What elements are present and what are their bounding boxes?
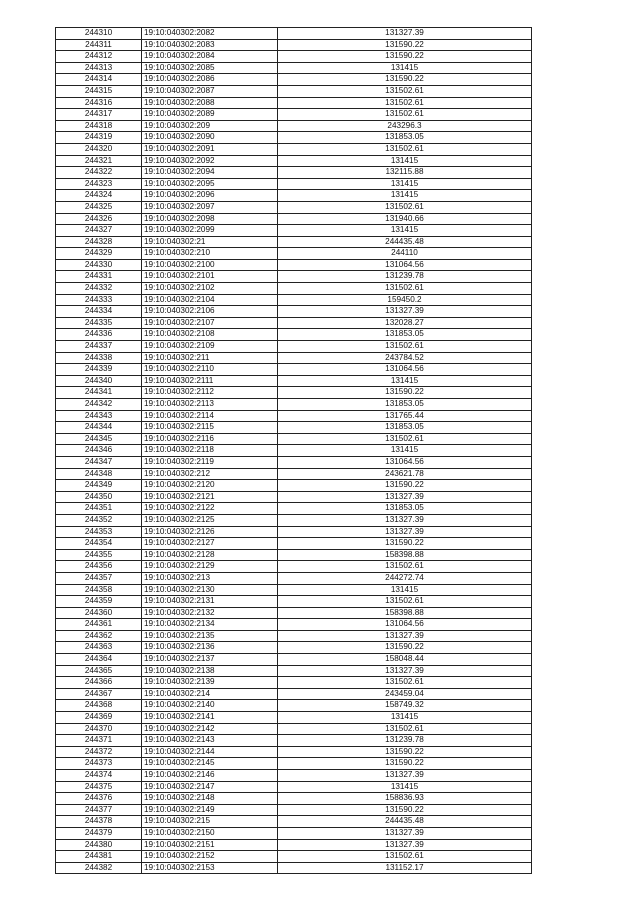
table-row xyxy=(56,399,532,411)
amount-cell: 158398.88 xyxy=(278,549,532,561)
cadastral-code-cell: 19:10:040302:2109 xyxy=(142,341,278,353)
row-id-cell: 244328 xyxy=(56,236,142,248)
row-id-cell: 244349 xyxy=(56,480,142,492)
row-id-cell: 244355 xyxy=(56,549,142,561)
row-id-cell: 244340 xyxy=(56,375,142,387)
table-row xyxy=(56,201,532,213)
amount-cell: 131064.56 xyxy=(278,456,532,468)
amount-cell: 131590.22 xyxy=(278,74,532,86)
table-row xyxy=(56,364,532,376)
table-row xyxy=(56,271,532,283)
cadastral-code-cell: 19:10:040302:2132 xyxy=(142,607,278,619)
table-row xyxy=(56,619,532,631)
amount-cell: 131327.39 xyxy=(278,526,532,538)
cadastral-code-cell: 19:10:040302:2082 xyxy=(142,28,278,40)
cadastral-code-cell: 19:10:040302:2083 xyxy=(142,39,278,51)
row-id-cell: 244322 xyxy=(56,167,142,179)
cadastral-code-cell: 19:10:040302:2086 xyxy=(142,74,278,86)
table-row xyxy=(56,827,532,839)
table-row xyxy=(56,422,532,434)
amount-cell: 131590.22 xyxy=(278,642,532,654)
row-id-cell: 244375 xyxy=(56,781,142,793)
cadastral-code-cell: 19:10:040302:2113 xyxy=(142,399,278,411)
table-row xyxy=(56,445,532,457)
row-id-cell: 244326 xyxy=(56,213,142,225)
amount-cell: 131415 xyxy=(278,781,532,793)
row-id-cell: 244380 xyxy=(56,839,142,851)
cadastral-code-cell: 19:10:040302:2138 xyxy=(142,665,278,677)
amount-cell: 131064.56 xyxy=(278,619,532,631)
amount-cell: 132028.27 xyxy=(278,317,532,329)
data-table xyxy=(55,27,532,874)
cadastral-code-cell: 19:10:040302:215 xyxy=(142,816,278,828)
cadastral-code-cell: 19:10:040302:2111 xyxy=(142,375,278,387)
amount-cell: 131415 xyxy=(278,445,532,457)
cadastral-code-cell: 19:10:040302:2128 xyxy=(142,549,278,561)
table-row xyxy=(56,190,532,202)
row-id-cell: 244347 xyxy=(56,456,142,468)
table-row xyxy=(56,851,532,863)
table-row xyxy=(56,28,532,40)
table-row xyxy=(56,317,532,329)
row-id-cell: 244317 xyxy=(56,109,142,121)
row-id-cell: 244331 xyxy=(56,271,142,283)
table-row xyxy=(56,642,532,654)
table-row xyxy=(56,561,532,573)
row-id-cell: 244311 xyxy=(56,39,142,51)
cadastral-code-cell: 19:10:040302:2144 xyxy=(142,746,278,758)
table-row xyxy=(56,862,532,874)
row-id-cell: 244363 xyxy=(56,642,142,654)
cadastral-code-cell: 19:10:040302:2098 xyxy=(142,213,278,225)
cadastral-code-cell: 19:10:040302:2092 xyxy=(142,155,278,167)
amount-cell: 131415 xyxy=(278,712,532,724)
row-id-cell: 244379 xyxy=(56,827,142,839)
table-row xyxy=(56,387,532,399)
table-row xyxy=(56,607,532,619)
table-row xyxy=(56,572,532,584)
table-row xyxy=(56,793,532,805)
amount-cell: 131853.05 xyxy=(278,422,532,434)
amount-cell: 131502.61 xyxy=(278,341,532,353)
row-id-cell: 244321 xyxy=(56,155,142,167)
table-row xyxy=(56,294,532,306)
amount-cell: 131590.22 xyxy=(278,387,532,399)
table-row xyxy=(56,375,532,387)
cadastral-code-cell: 19:10:040302:2097 xyxy=(142,201,278,213)
amount-cell: 131415 xyxy=(278,190,532,202)
amount-cell: 131415 xyxy=(278,584,532,596)
row-id-cell: 244338 xyxy=(56,352,142,364)
amount-cell: 131327.39 xyxy=(278,491,532,503)
amount-cell: 243621.78 xyxy=(278,468,532,480)
row-id-cell: 244325 xyxy=(56,201,142,213)
table-row xyxy=(56,456,532,468)
cadastral-code-cell: 19:10:040302:2130 xyxy=(142,584,278,596)
row-id-cell: 244357 xyxy=(56,572,142,584)
amount-cell: 131590.22 xyxy=(278,538,532,550)
row-id-cell: 244344 xyxy=(56,422,142,434)
row-id-cell: 244327 xyxy=(56,225,142,237)
cadastral-code-cell: 19:10:040302:210 xyxy=(142,248,278,260)
row-id-cell: 244360 xyxy=(56,607,142,619)
amount-cell: 131415 xyxy=(278,225,532,237)
table-row xyxy=(56,514,532,526)
cadastral-code-cell: 19:10:040302:2131 xyxy=(142,596,278,608)
amount-cell: 131502.61 xyxy=(278,677,532,689)
cadastral-code-cell: 19:10:040302:2150 xyxy=(142,827,278,839)
row-id-cell: 244369 xyxy=(56,712,142,724)
amount-cell: 131502.61 xyxy=(278,561,532,573)
amount-cell: 131765.44 xyxy=(278,410,532,422)
amount-cell: 131853.05 xyxy=(278,132,532,144)
cadastral-code-cell: 19:10:040302:2141 xyxy=(142,712,278,724)
row-id-cell: 244362 xyxy=(56,630,142,642)
row-id-cell: 244320 xyxy=(56,143,142,155)
row-id-cell: 244372 xyxy=(56,746,142,758)
row-id-cell: 244332 xyxy=(56,283,142,295)
amount-cell: 131502.61 xyxy=(278,596,532,608)
table-row xyxy=(56,352,532,364)
row-id-cell: 244315 xyxy=(56,85,142,97)
cadastral-code-cell: 19:10:040302:2095 xyxy=(142,178,278,190)
table-row xyxy=(56,433,532,445)
cadastral-code-cell: 19:10:040302:209 xyxy=(142,120,278,132)
table-row xyxy=(56,97,532,109)
table-row xyxy=(56,596,532,608)
row-id-cell: 244356 xyxy=(56,561,142,573)
table-row xyxy=(56,712,532,724)
table-row xyxy=(56,630,532,642)
row-id-cell: 244334 xyxy=(56,306,142,318)
amount-cell: 131415 xyxy=(278,62,532,74)
table-row xyxy=(56,167,532,179)
amount-cell: 158836.93 xyxy=(278,793,532,805)
amount-cell: 158749.32 xyxy=(278,700,532,712)
table-row xyxy=(56,236,532,248)
cadastral-code-cell: 19:10:040302:2104 xyxy=(142,294,278,306)
amount-cell: 131327.39 xyxy=(278,306,532,318)
amount-cell: 131415 xyxy=(278,178,532,190)
cadastral-code-cell: 19:10:040302:2147 xyxy=(142,781,278,793)
table-row xyxy=(56,654,532,666)
table-row xyxy=(56,39,532,51)
cadastral-code-cell: 19:10:040302:2087 xyxy=(142,85,278,97)
table-row xyxy=(56,688,532,700)
cadastral-code-cell: 19:10:040302:2149 xyxy=(142,804,278,816)
amount-cell: 131239.78 xyxy=(278,271,532,283)
amount-cell: 131327.39 xyxy=(278,514,532,526)
amount-cell: 244435.48 xyxy=(278,236,532,248)
row-id-cell: 244314 xyxy=(56,74,142,86)
amount-cell: 131590.22 xyxy=(278,746,532,758)
row-id-cell: 244333 xyxy=(56,294,142,306)
table-body xyxy=(56,28,532,874)
cadastral-code-cell: 19:10:040302:2126 xyxy=(142,526,278,538)
row-id-cell: 244312 xyxy=(56,51,142,63)
table-row xyxy=(56,283,532,295)
cadastral-code-cell: 19:10:040302:2088 xyxy=(142,97,278,109)
table-row xyxy=(56,143,532,155)
cadastral-code-cell: 19:10:040302:2106 xyxy=(142,306,278,318)
row-id-cell: 244346 xyxy=(56,445,142,457)
row-id-cell: 244371 xyxy=(56,735,142,747)
cadastral-code-cell: 19:10:040302:2112 xyxy=(142,387,278,399)
amount-cell: 131502.61 xyxy=(278,109,532,121)
row-id-cell: 244339 xyxy=(56,364,142,376)
row-id-cell: 244350 xyxy=(56,491,142,503)
row-id-cell: 244382 xyxy=(56,862,142,874)
cadastral-code-cell: 19:10:040302:2118 xyxy=(142,445,278,457)
amount-cell: 131327.39 xyxy=(278,839,532,851)
table-row xyxy=(56,85,532,97)
cadastral-code-cell: 19:10:040302:2136 xyxy=(142,642,278,654)
amount-cell: 132115.88 xyxy=(278,167,532,179)
amount-cell: 131853.05 xyxy=(278,503,532,515)
cadastral-code-cell: 19:10:040302:2089 xyxy=(142,109,278,121)
row-id-cell: 244370 xyxy=(56,723,142,735)
table-row xyxy=(56,770,532,782)
table-row xyxy=(56,503,532,515)
table-row xyxy=(56,468,532,480)
row-id-cell: 244373 xyxy=(56,758,142,770)
row-id-cell: 244376 xyxy=(56,793,142,805)
cadastral-code-cell: 19:10:040302:211 xyxy=(142,352,278,364)
cadastral-code-cell: 19:10:040302:2151 xyxy=(142,839,278,851)
table-row xyxy=(56,178,532,190)
amount-cell: 244110 xyxy=(278,248,532,260)
amount-cell: 131502.61 xyxy=(278,723,532,735)
amount-cell: 131152.17 xyxy=(278,862,532,874)
cadastral-code-cell: 19:10:040302:21 xyxy=(142,236,278,248)
row-id-cell: 244366 xyxy=(56,677,142,689)
amount-cell: 131327.39 xyxy=(278,28,532,40)
row-id-cell: 244358 xyxy=(56,584,142,596)
amount-cell: 131327.39 xyxy=(278,630,532,642)
row-id-cell: 244378 xyxy=(56,816,142,828)
table-row xyxy=(56,213,532,225)
cadastral-code-cell: 19:10:040302:2135 xyxy=(142,630,278,642)
table-row xyxy=(56,74,532,86)
amount-cell: 131415 xyxy=(278,155,532,167)
amount-cell: 131064.56 xyxy=(278,259,532,271)
table-row xyxy=(56,341,532,353)
cadastral-code-cell: 19:10:040302:2125 xyxy=(142,514,278,526)
amount-cell: 158048.44 xyxy=(278,654,532,666)
amount-cell: 131590.22 xyxy=(278,51,532,63)
row-id-cell: 244324 xyxy=(56,190,142,202)
row-id-cell: 244345 xyxy=(56,433,142,445)
amount-cell: 131590.22 xyxy=(278,39,532,51)
cadastral-code-cell: 19:10:040302:2145 xyxy=(142,758,278,770)
table-row xyxy=(56,735,532,747)
row-id-cell: 244330 xyxy=(56,259,142,271)
row-id-cell: 244354 xyxy=(56,538,142,550)
table-row xyxy=(56,804,532,816)
table-row xyxy=(56,549,532,561)
amount-cell: 131502.61 xyxy=(278,201,532,213)
amount-cell: 131502.61 xyxy=(278,143,532,155)
cadastral-code-cell: 19:10:040302:2137 xyxy=(142,654,278,666)
cadastral-code-cell: 19:10:040302:2101 xyxy=(142,271,278,283)
table-row xyxy=(56,155,532,167)
cadastral-code-cell: 19:10:040302:2084 xyxy=(142,51,278,63)
cadastral-code-cell: 19:10:040302:2099 xyxy=(142,225,278,237)
table-row xyxy=(56,248,532,260)
cadastral-code-cell: 19:10:040302:2121 xyxy=(142,491,278,503)
cadastral-code-cell: 19:10:040302:213 xyxy=(142,572,278,584)
cadastral-code-cell: 19:10:040302:2129 xyxy=(142,561,278,573)
cadastral-code-cell: 19:10:040302:2153 xyxy=(142,862,278,874)
table-row xyxy=(56,584,532,596)
row-id-cell: 244348 xyxy=(56,468,142,480)
table-row xyxy=(56,120,532,132)
row-id-cell: 244368 xyxy=(56,700,142,712)
cadastral-code-cell: 19:10:040302:2127 xyxy=(142,538,278,550)
cadastral-code-cell: 19:10:040302:2120 xyxy=(142,480,278,492)
table-row xyxy=(56,538,532,550)
row-id-cell: 244310 xyxy=(56,28,142,40)
table-row xyxy=(56,306,532,318)
cadastral-code-cell: 19:10:040302:2108 xyxy=(142,329,278,341)
table-row xyxy=(56,109,532,121)
cadastral-code-cell: 19:10:040302:2110 xyxy=(142,364,278,376)
cadastral-code-cell: 19:10:040302:2146 xyxy=(142,770,278,782)
amount-cell: 131853.05 xyxy=(278,329,532,341)
amount-cell: 131502.61 xyxy=(278,851,532,863)
amount-cell: 244435.48 xyxy=(278,816,532,828)
table-row xyxy=(56,700,532,712)
row-id-cell: 244316 xyxy=(56,97,142,109)
row-id-cell: 244329 xyxy=(56,248,142,260)
cadastral-code-cell: 19:10:040302:212 xyxy=(142,468,278,480)
table-row xyxy=(56,51,532,63)
cadastral-code-cell: 19:10:040302:2100 xyxy=(142,259,278,271)
table-row xyxy=(56,410,532,422)
row-id-cell: 244352 xyxy=(56,514,142,526)
table-row xyxy=(56,225,532,237)
row-id-cell: 244361 xyxy=(56,619,142,631)
table-row xyxy=(56,491,532,503)
row-id-cell: 244364 xyxy=(56,654,142,666)
table-row xyxy=(56,62,532,74)
amount-cell: 131590.22 xyxy=(278,758,532,770)
row-id-cell: 244365 xyxy=(56,665,142,677)
row-id-cell: 244337 xyxy=(56,341,142,353)
table-row xyxy=(56,526,532,538)
amount-cell: 244272.74 xyxy=(278,572,532,584)
cadastral-code-cell: 19:10:040302:2134 xyxy=(142,619,278,631)
table-row xyxy=(56,839,532,851)
row-id-cell: 244374 xyxy=(56,770,142,782)
row-id-cell: 244341 xyxy=(56,387,142,399)
amount-cell: 131239.78 xyxy=(278,735,532,747)
row-id-cell: 244359 xyxy=(56,596,142,608)
cadastral-code-cell: 19:10:040302:2114 xyxy=(142,410,278,422)
cadastral-code-cell: 19:10:040302:2139 xyxy=(142,677,278,689)
cadastral-code-cell: 19:10:040302:2152 xyxy=(142,851,278,863)
cadastral-code-cell: 19:10:040302:2090 xyxy=(142,132,278,144)
amount-cell: 131590.22 xyxy=(278,480,532,492)
cadastral-code-cell: 19:10:040302:2085 xyxy=(142,62,278,74)
amount-cell: 131502.61 xyxy=(278,283,532,295)
cadastral-code-cell: 19:10:040302:2142 xyxy=(142,723,278,735)
row-id-cell: 244353 xyxy=(56,526,142,538)
cadastral-code-cell: 19:10:040302:2143 xyxy=(142,735,278,747)
row-id-cell: 244351 xyxy=(56,503,142,515)
cadastral-code-cell: 19:10:040302:2148 xyxy=(142,793,278,805)
amount-cell: 159450.2 xyxy=(278,294,532,306)
cadastral-code-cell: 19:10:040302:2094 xyxy=(142,167,278,179)
amount-cell: 243459.04 xyxy=(278,688,532,700)
row-id-cell: 244318 xyxy=(56,120,142,132)
cadastral-code-cell: 19:10:040302:2091 xyxy=(142,143,278,155)
cadastral-code-cell: 19:10:040302:2122 xyxy=(142,503,278,515)
table-row xyxy=(56,132,532,144)
row-id-cell: 244343 xyxy=(56,410,142,422)
amount-cell: 131327.39 xyxy=(278,827,532,839)
row-id-cell: 244323 xyxy=(56,178,142,190)
cadastral-code-cell: 19:10:040302:2115 xyxy=(142,422,278,434)
table-row xyxy=(56,329,532,341)
row-id-cell: 244367 xyxy=(56,688,142,700)
table-row xyxy=(56,816,532,828)
amount-cell: 131502.61 xyxy=(278,97,532,109)
cadastral-code-cell: 19:10:040302:2096 xyxy=(142,190,278,202)
amount-cell: 131502.61 xyxy=(278,433,532,445)
cadastral-code-cell: 19:10:040302:2107 xyxy=(142,317,278,329)
cadastral-code-cell: 19:10:040302:214 xyxy=(142,688,278,700)
row-id-cell: 244313 xyxy=(56,62,142,74)
amount-cell: 243296.3 xyxy=(278,120,532,132)
amount-cell: 131853.05 xyxy=(278,399,532,411)
cadastral-code-cell: 19:10:040302:2102 xyxy=(142,283,278,295)
row-id-cell: 244336 xyxy=(56,329,142,341)
table-row xyxy=(56,677,532,689)
table-row xyxy=(56,746,532,758)
cadastral-code-cell: 19:10:040302:2140 xyxy=(142,700,278,712)
amount-cell: 158398.88 xyxy=(278,607,532,619)
amount-cell: 131327.39 xyxy=(278,665,532,677)
table-row xyxy=(56,758,532,770)
row-id-cell: 244342 xyxy=(56,399,142,411)
amount-cell: 131415 xyxy=(278,375,532,387)
table-row xyxy=(56,665,532,677)
amount-cell: 131590.22 xyxy=(278,804,532,816)
amount-cell: 131064.56 xyxy=(278,364,532,376)
amount-cell: 243784.52 xyxy=(278,352,532,364)
row-id-cell: 244335 xyxy=(56,317,142,329)
cadastral-code-cell: 19:10:040302:2119 xyxy=(142,456,278,468)
cadastral-code-cell: 19:10:040302:2116 xyxy=(142,433,278,445)
row-id-cell: 244377 xyxy=(56,804,142,816)
amount-cell: 131940.66 xyxy=(278,213,532,225)
amount-cell: 131502.61 xyxy=(278,85,532,97)
table-row xyxy=(56,723,532,735)
table-row xyxy=(56,259,532,271)
amount-cell: 131327.39 xyxy=(278,770,532,782)
row-id-cell: 244319 xyxy=(56,132,142,144)
table-row xyxy=(56,781,532,793)
row-id-cell: 244381 xyxy=(56,851,142,863)
table-row xyxy=(56,480,532,492)
